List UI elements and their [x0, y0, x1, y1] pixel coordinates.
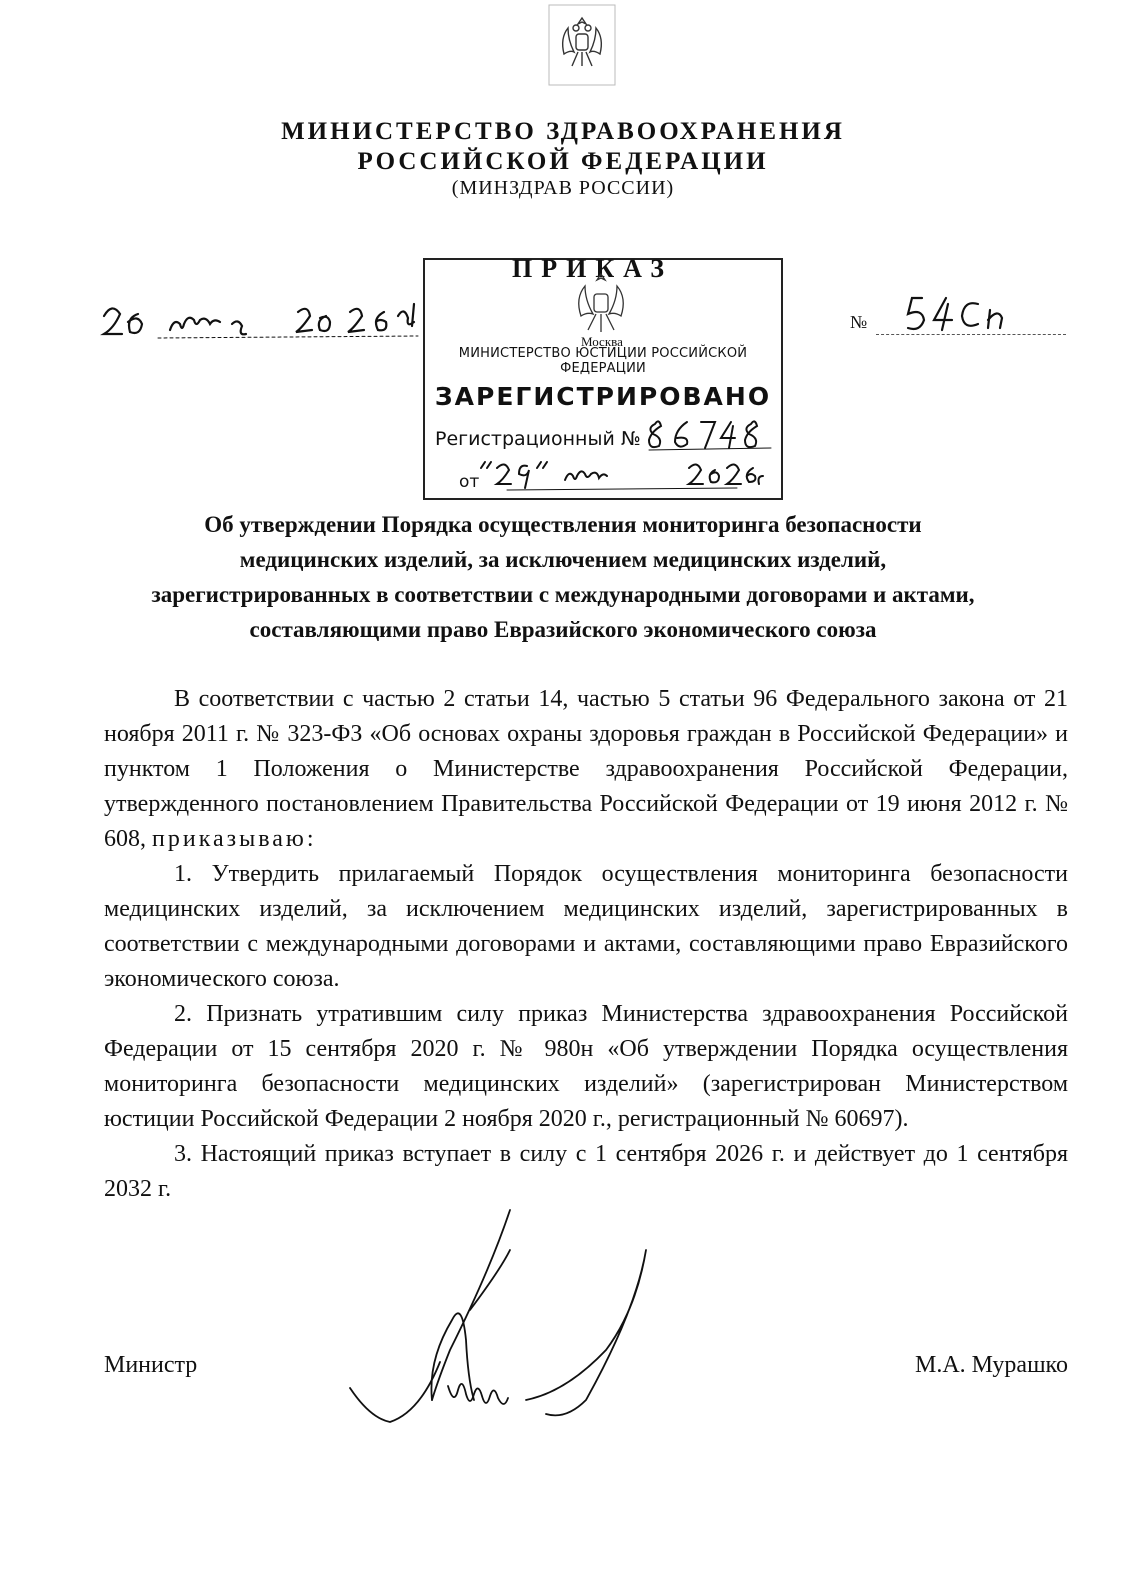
- document-title: [60, 507, 1066, 647]
- handwritten-order-number: [900, 290, 1040, 338]
- signature-name: М.А. Мурашко: [915, 1352, 1068, 1378]
- order-item-1: 1. Утвердить прилагаемый Порядок осуществления мониторинга безопасности медицинских изделий, за исключением медицинских изделий, зарегистрированных в соответствии с международными договорами и актами, составляющими право Евразийского экономического союза.: [104, 861, 1068, 992]
- order-item-3: 3. Настоящий приказ вступает в силу с 1 сентября 2026 г. и действует до 1 сентября 2032 г.: [104, 1141, 1068, 1202]
- title-line3: зарегистрированных в соответствии с международными договорами и актами,: [151, 582, 975, 607]
- ministry-short-name: (МИНЗДРАВ РОССИИ): [451, 177, 675, 199]
- title-line4: составляющими право Евразийского экономического союза: [249, 617, 877, 642]
- handwritten-registration-number: [645, 416, 775, 452]
- ministry-name-line2: РОССИЙСКОЙ ФЕДЕРАЦИИ: [357, 148, 769, 175]
- coat-of-arms-emblem: [548, 4, 616, 86]
- stamp-order-title: ПРИКАЗ: [512, 254, 674, 283]
- stamp-ministry-name: МИНИСТЕРСТВО ЮСТИЦИИ РОССИЙСКОЙ ФЕДЕРАЦИИ: [458, 346, 748, 376]
- order-item-2: 2. Признать утратившим силу приказ Министерства здравоохранения Российской Федерации от 15 сентября 2020 г. № 980н «Об утверждении Порядка осуществления мониторинга безопасности медицинских изделий» (зарегистрирован Министерством юстиции Российской Федерации 2 ноября 2020 г., регистрационный № 60697).: [104, 1001, 1068, 1132]
- stamp-city: Москва: [581, 334, 623, 349]
- title-line2: медицинских изделий, за исключением медицинских изделий,: [239, 547, 887, 572]
- order-number-label: №: [850, 312, 868, 332]
- stamp-date-prefix: от: [459, 472, 480, 492]
- signature-position: Министр: [104, 1352, 198, 1378]
- stamp-regno-label: Регистрационный №: [435, 428, 641, 450]
- handwritten-registration-date: [479, 456, 769, 492]
- stamp-emblem-icon: [565, 270, 637, 342]
- preamble-paragraph: [104, 682, 1068, 857]
- order-word: приказываю:: [152, 826, 317, 852]
- document-body: [104, 682, 1068, 1207]
- minister-signature: [340, 1200, 670, 1440]
- title-line1: Об утверждении Порядка осуществления мониторинга безопасности: [204, 512, 922, 537]
- ministry-name-line1: МИНИСТЕРСТВО ЗДРАВООХРАНЕНИЯ: [281, 118, 845, 145]
- handwritten-order-date: [98, 294, 428, 344]
- preamble-text: В соответствии с частью 2 статьи 14, частью 5 статьи 96 Федерального закона от 21 ноября 2011 г. № 323-ФЗ «Об основах охраны здоровья граждан в Российской Федерации» и пунктом 1 Положения о Министерстве здравоохранения Российской Федерации, утвержденного постановлением Правительства Российской Федерации от 19 июня 2012 г. № 608,: [104, 686, 1068, 852]
- registration-stamp: [423, 254, 783, 500]
- stamp-registered-label: ЗАРЕГИСТРИРОВАНО: [434, 382, 772, 411]
